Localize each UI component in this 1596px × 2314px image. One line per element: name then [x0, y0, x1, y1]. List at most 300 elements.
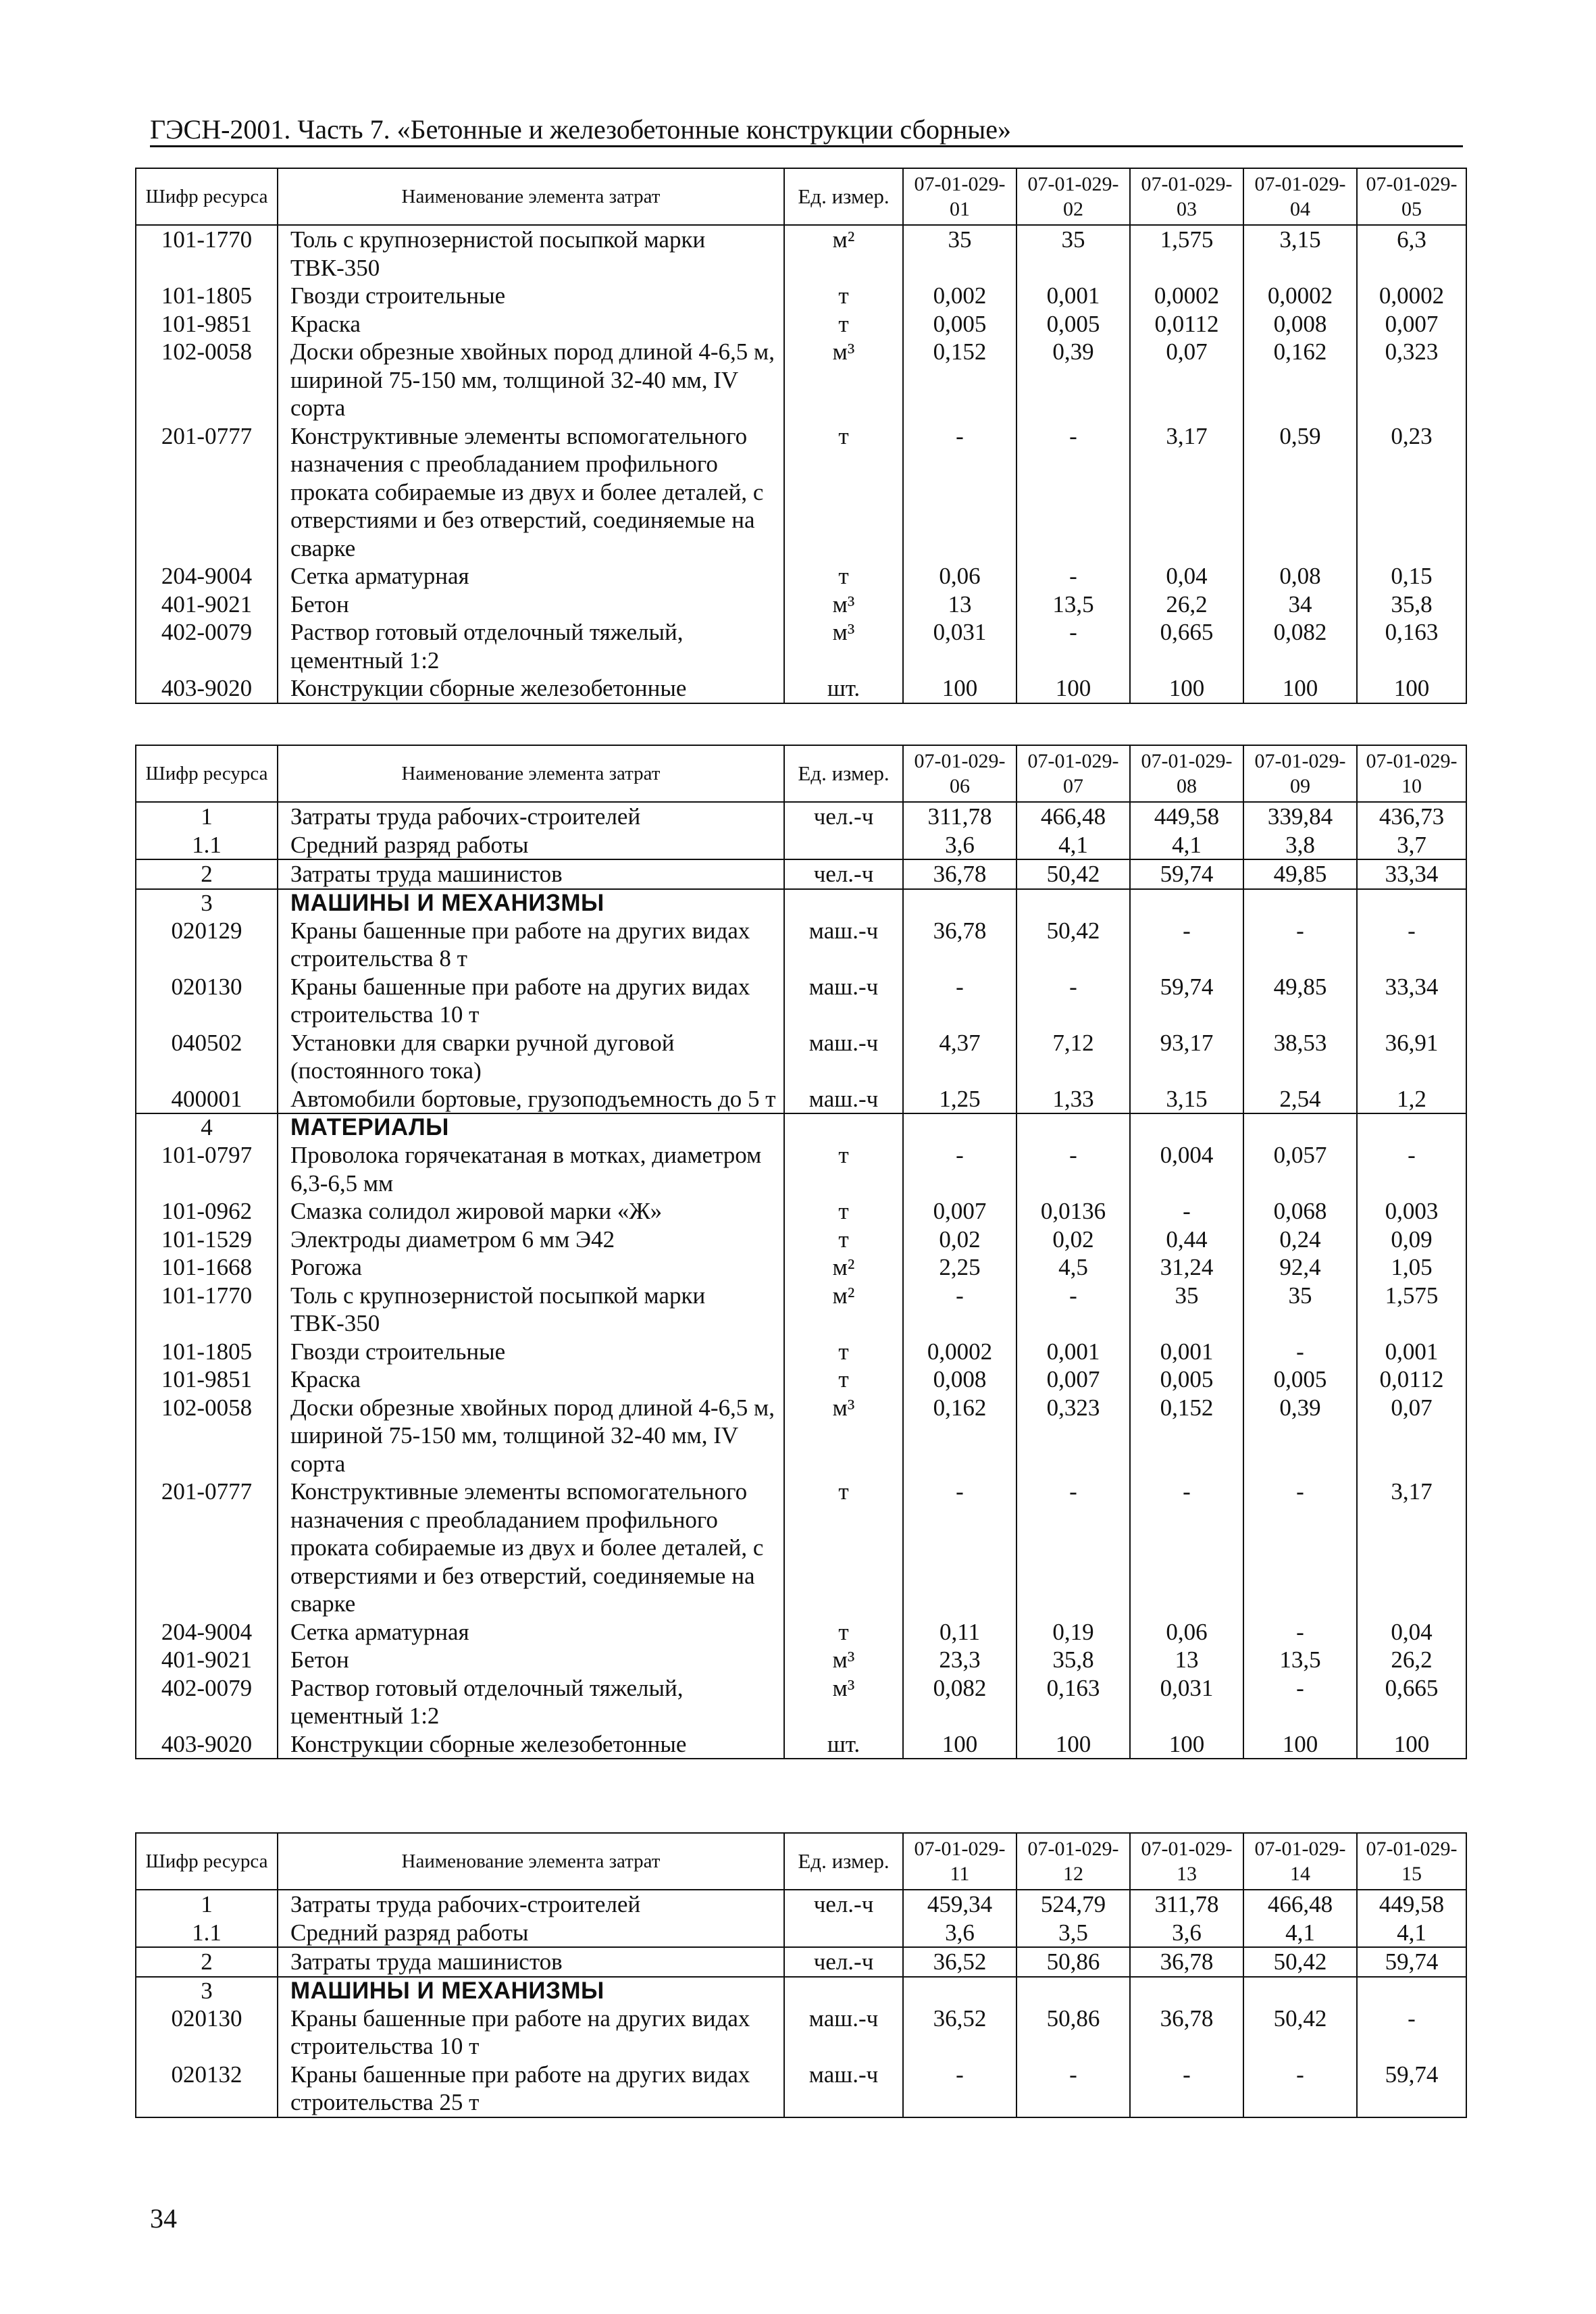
- norm-value: 0,068: [1243, 1197, 1357, 1226]
- resource-code: 101-1770: [136, 225, 278, 282]
- table-row: [136, 338, 1466, 422]
- norm-value: -: [1130, 2061, 1243, 2117]
- norm-value: 0,001: [1016, 282, 1130, 310]
- norm-value: 0,23: [1357, 422, 1466, 563]
- header-norm-code: 07-01-029-07: [1016, 745, 1130, 802]
- norm-value: 3,5: [1016, 1919, 1130, 1948]
- norm-value: 36,78: [903, 917, 1016, 973]
- table-row: [136, 831, 1466, 860]
- norm-value: [1357, 889, 1466, 917]
- norm-value: 0,39: [1016, 338, 1130, 422]
- norm-value: -: [1016, 1141, 1130, 1197]
- unit: м²: [784, 225, 903, 282]
- unit: т: [784, 1365, 903, 1394]
- norm-value: 4,37: [903, 1029, 1016, 1085]
- norm-value: 7,12: [1016, 1029, 1130, 1085]
- norm-value: 38,53: [1243, 1029, 1357, 1085]
- table-row: [136, 973, 1466, 1029]
- norm-value: 100: [1016, 674, 1130, 703]
- unit: [784, 1977, 903, 2005]
- norm-value: 93,17: [1130, 1029, 1243, 1085]
- norm-value: 0,162: [903, 1394, 1016, 1478]
- resource-name: Гвозди строительные: [278, 282, 784, 310]
- norm-value: 35,8: [1016, 1646, 1130, 1674]
- table-row: [136, 917, 1466, 973]
- norm-value: -: [1357, 917, 1466, 973]
- norm-value: 0,08: [1243, 562, 1357, 590]
- unit: м³: [784, 338, 903, 422]
- norm-value: 524,79: [1016, 1890, 1130, 1919]
- norm-value: -: [1243, 1618, 1357, 1646]
- norm-value: 0,0002: [1357, 282, 1466, 310]
- norm-value: [903, 1977, 1016, 2005]
- norm-value: 311,78: [1130, 1890, 1243, 1919]
- table-row: [136, 310, 1466, 338]
- norm-value: 36,78: [1130, 2005, 1243, 2061]
- table-row: [136, 859, 1466, 889]
- resource-name: Раствор готовый отделочный тяжелый, цементный 1:2: [278, 1674, 784, 1730]
- header-norm-code: 07-01-029-10: [1357, 745, 1466, 802]
- norm-value: 26,2: [1357, 1646, 1466, 1674]
- norm-value: -: [903, 1141, 1016, 1197]
- resource-code: 101-9851: [136, 1365, 278, 1394]
- norm-value: 23,3: [903, 1646, 1016, 1674]
- table-row: [136, 1282, 1466, 1338]
- resource-name: Конструкции сборные железобетонные: [278, 674, 784, 703]
- norm-value: 0,002: [903, 282, 1016, 310]
- resource-name: Конструктивные элементы вспомогательного назначения с преобладанием профильного проката собираемые из двух и более деталей, с отверстиями и без отверстий, соединяемые на сварке: [278, 1478, 784, 1618]
- norm-value: [1130, 1977, 1243, 2005]
- norm-value: 0,39: [1243, 1394, 1357, 1478]
- norm-value: [1016, 1113, 1130, 1141]
- norm-value: 0,04: [1357, 1618, 1466, 1646]
- norm-value: 36,78: [903, 859, 1016, 889]
- section-row: [136, 1113, 1466, 1141]
- norm-value: -: [1130, 1478, 1243, 1618]
- norm-value: 0,06: [1130, 1618, 1243, 1646]
- header-unit: Ед. измер.: [784, 745, 903, 802]
- norm-value: 0,007: [1016, 1365, 1130, 1394]
- resource-code: 040502: [136, 1029, 278, 1085]
- norm-value: 3,6: [903, 831, 1016, 860]
- resource-code: 201-0777: [136, 1478, 278, 1618]
- norm-value: 4,1: [1016, 831, 1130, 860]
- resource-name: Доски обрезные хвойных пород длиной 4-6,5 м, шириной 75-150 мм, толщиной 32-40 мм, IV сорта: [278, 1394, 784, 1478]
- resource-code: 101-0797: [136, 1141, 278, 1197]
- norm-value: -: [1243, 1674, 1357, 1730]
- resource-name: Средний разряд работы: [278, 1919, 784, 1948]
- norm-value: 36,52: [903, 1947, 1016, 1977]
- norm-value: 0,152: [1130, 1394, 1243, 1478]
- unit: шт.: [784, 1730, 903, 1759]
- norm-value: 0,15: [1357, 562, 1466, 590]
- table-row: [136, 1478, 1466, 1618]
- norm-value: 0,005: [1243, 1365, 1357, 1394]
- norm-value: 4,1: [1243, 1919, 1357, 1948]
- table-row: [136, 1674, 1466, 1730]
- norm-value: 59,74: [1130, 859, 1243, 889]
- norm-value: 100: [1357, 1730, 1466, 1759]
- norm-value: 0,0002: [903, 1338, 1016, 1366]
- norm-value: -: [1243, 1478, 1357, 1618]
- norm-value: 0,02: [903, 1226, 1016, 1254]
- unit: чел.-ч: [784, 1947, 903, 1977]
- unit: чел.-ч: [784, 1890, 903, 1919]
- resource-name: Смазка солидол жировой марки «Ж»: [278, 1197, 784, 1226]
- unit: м³: [784, 1674, 903, 1730]
- header-name: Наименование элемента затрат: [278, 745, 784, 802]
- unit: т: [784, 1141, 903, 1197]
- resource-code: 3: [136, 889, 278, 917]
- norm-value: 4,1: [1130, 831, 1243, 860]
- header-name: Наименование элемента затрат: [278, 1833, 784, 1890]
- norm-value: [1243, 889, 1357, 917]
- norm-value: -: [1243, 917, 1357, 973]
- resource-code: 1: [136, 1890, 278, 1919]
- unit: т: [784, 1618, 903, 1646]
- resource-name: Рогожа: [278, 1253, 784, 1282]
- unit: м³: [784, 590, 903, 619]
- resource-name: Электроды диаметром 6 мм Э42: [278, 1226, 784, 1254]
- norm-value: 0,008: [1243, 310, 1357, 338]
- table-header-row: [136, 745, 1466, 802]
- norm-value: -: [1016, 1282, 1130, 1338]
- norm-value: [1243, 1113, 1357, 1141]
- norm-value: [1016, 889, 1130, 917]
- norm-value: 0,031: [1130, 1674, 1243, 1730]
- unit: м³: [784, 1394, 903, 1478]
- table-row: [136, 1226, 1466, 1254]
- norm-value: 50,42: [1016, 917, 1130, 973]
- header-norm-code: 07-01-029-06: [903, 745, 1016, 802]
- resource-name: Затраты труда машинистов: [278, 1947, 784, 1977]
- norm-value: 100: [1016, 1730, 1130, 1759]
- resource-name: Конструктивные элементы вспомогательного назначения с преобладанием профильного проката собираемые из двух и более деталей, с отверстиями и без отверстий, соединяемые на сварке: [278, 422, 784, 563]
- table-row: [136, 225, 1466, 282]
- table-row: [136, 422, 1466, 563]
- norm-value: 35: [1243, 1282, 1357, 1338]
- resource-name: Краны башенные при работе на других видах строительства 10 т: [278, 2005, 784, 2061]
- resource-name: Краны башенные при работе на других видах строительства 25 т: [278, 2061, 784, 2117]
- norm-value: 26,2: [1130, 590, 1243, 619]
- resource-code: 101-9851: [136, 310, 278, 338]
- table-row: [136, 1890, 1466, 1919]
- norm-value: [1130, 889, 1243, 917]
- norm-value: 0,44: [1130, 1226, 1243, 1254]
- resource-name: Бетон: [278, 590, 784, 619]
- norm-value: [1130, 1113, 1243, 1141]
- resource-name: Доски обрезные хвойных пород длиной 4-6,5 м, шириной 75-150 мм, толщиной 32-40 мм, IV сорта: [278, 338, 784, 422]
- resource-code: 402-0079: [136, 1674, 278, 1730]
- table-row: [136, 674, 1466, 703]
- section-row: [136, 889, 1466, 917]
- norm-value: 0,59: [1243, 422, 1357, 563]
- norm-value: 0,001: [1357, 1338, 1466, 1366]
- norm-value: 33,34: [1357, 859, 1466, 889]
- header-norm-code: 07-01-029-09: [1243, 745, 1357, 802]
- norm-value: -: [1016, 422, 1130, 563]
- unit: шт.: [784, 674, 903, 703]
- norm-value: 311,78: [903, 802, 1016, 831]
- norm-value: 6,3: [1357, 225, 1466, 282]
- norm-value: 0,163: [1016, 1674, 1130, 1730]
- resource-code: 204-9004: [136, 1618, 278, 1646]
- unit: м³: [784, 1646, 903, 1674]
- table-row: [136, 1253, 1466, 1282]
- table-row: [136, 1085, 1466, 1114]
- unit: т: [784, 1197, 903, 1226]
- norm-value: 0,665: [1130, 618, 1243, 674]
- unit: чел.-ч: [784, 859, 903, 889]
- resource-code: 101-0962: [136, 1197, 278, 1226]
- norm-value: -: [1130, 917, 1243, 973]
- norm-value: 0,0136: [1016, 1197, 1130, 1226]
- norm-value: 35: [903, 225, 1016, 282]
- table-row: [136, 2061, 1466, 2117]
- norm-value: 92,4: [1243, 1253, 1357, 1282]
- resource-code: 020132: [136, 2061, 278, 2117]
- norm-value: -: [1016, 973, 1130, 1029]
- norm-value: 0,005: [1016, 310, 1130, 338]
- resource-name: Конструкции сборные железобетонные: [278, 1730, 784, 1759]
- norm-value: 0,07: [1130, 338, 1243, 422]
- norm-value: 0,008: [903, 1365, 1016, 1394]
- norm-value: 2,54: [1243, 1085, 1357, 1114]
- unit: м³: [784, 618, 903, 674]
- unit: т: [784, 1226, 903, 1254]
- section-row: [136, 1977, 1466, 2005]
- unit: маш.-ч: [784, 2005, 903, 2061]
- header-norm-code: 07-01-029-08: [1130, 745, 1243, 802]
- header-code: Шифр ресурса: [136, 168, 278, 225]
- norm-value: 0,001: [1130, 1338, 1243, 1366]
- resource-name: Краска: [278, 1365, 784, 1394]
- header-norm-code: 07-01-029-02: [1016, 168, 1130, 225]
- norm-value: 100: [1243, 1730, 1357, 1759]
- resource-table: [135, 1832, 1467, 2118]
- norm-value: [1357, 1977, 1466, 2005]
- norm-value: -: [1016, 562, 1130, 590]
- table-row: [136, 1919, 1466, 1948]
- norm-value: 35: [1130, 1282, 1243, 1338]
- norm-value: 0,0002: [1243, 282, 1357, 310]
- resource-name: Краны башенные при работе на других видах строительства 10 т: [278, 973, 784, 1029]
- norm-value: 1,33: [1016, 1085, 1130, 1114]
- unit: маш.-ч: [784, 1085, 903, 1114]
- norm-value: 50,86: [1016, 2005, 1130, 2061]
- resource-code: 401-9021: [136, 1646, 278, 1674]
- norm-value: 3,8: [1243, 831, 1357, 860]
- norm-value: 100: [1130, 674, 1243, 703]
- unit: маш.-ч: [784, 973, 903, 1029]
- header-unit: Ед. измер.: [784, 1833, 903, 1890]
- norm-value: 4,5: [1016, 1253, 1130, 1282]
- norm-value: 3,6: [1130, 1919, 1243, 1948]
- norm-value: -: [1357, 2005, 1466, 2061]
- norm-value: 13: [903, 590, 1016, 619]
- norm-value: 1,05: [1357, 1253, 1466, 1282]
- norm-value: 436,73: [1357, 802, 1466, 831]
- norm-value: 34: [1243, 590, 1357, 619]
- norm-value: 1,575: [1357, 1282, 1466, 1338]
- resource-name: Гвозди строительные: [278, 1338, 784, 1366]
- resource-code: 402-0079: [136, 618, 278, 674]
- table-row: [136, 1646, 1466, 1674]
- norm-value: 459,34: [903, 1890, 1016, 1919]
- norm-value: 0,082: [903, 1674, 1016, 1730]
- table-row: [136, 802, 1466, 831]
- unit: т: [784, 310, 903, 338]
- norm-value: 0,005: [1130, 1365, 1243, 1394]
- norm-value: 1,575: [1130, 225, 1243, 282]
- norm-value: 0,007: [903, 1197, 1016, 1226]
- norm-value: 2,25: [903, 1253, 1016, 1282]
- resource-name: Затраты труда машинистов: [278, 859, 784, 889]
- unit: т: [784, 1338, 903, 1366]
- norm-value: 0,07: [1357, 1394, 1466, 1478]
- table-row: [136, 1618, 1466, 1646]
- norm-value: 3,17: [1357, 1478, 1466, 1618]
- norm-value: -: [1243, 1338, 1357, 1366]
- norm-value: -: [903, 1478, 1016, 1618]
- table-header-row: [136, 168, 1466, 225]
- unit: т: [784, 422, 903, 563]
- resource-code: 102-0058: [136, 338, 278, 422]
- table-row: [136, 562, 1466, 590]
- resource-name: Раствор готовый отделочный тяжелый, цементный 1:2: [278, 618, 784, 674]
- norm-value: 0,19: [1016, 1618, 1130, 1646]
- resource-name: Затраты труда рабочих-строителей: [278, 1890, 784, 1919]
- resource-code: 3: [136, 1977, 278, 2005]
- table-row: [136, 1338, 1466, 1366]
- resource-code: 101-1529: [136, 1226, 278, 1254]
- page-number: 34: [150, 2203, 177, 2234]
- resource-name: Сетка арматурная: [278, 562, 784, 590]
- table-row: [136, 1141, 1466, 1197]
- resource-code: 020130: [136, 2005, 278, 2061]
- resource-name: Затраты труда рабочих-строителей: [278, 802, 784, 831]
- norm-value: 50,42: [1016, 859, 1130, 889]
- norm-value: -: [1130, 1197, 1243, 1226]
- resource-name: МАШИНЫ И МЕХАНИЗМЫ: [278, 889, 784, 917]
- norm-value: 13: [1130, 1646, 1243, 1674]
- norm-value: 0,031: [903, 618, 1016, 674]
- resource-code: 1.1: [136, 1919, 278, 1948]
- table-row: [136, 590, 1466, 619]
- resource-code: 102-0058: [136, 1394, 278, 1478]
- norm-value: 466,48: [1016, 802, 1130, 831]
- norm-value: 339,84: [1243, 802, 1357, 831]
- norm-value: 100: [903, 1730, 1016, 1759]
- resource-name: МАШИНЫ И МЕХАНИЗМЫ: [278, 1977, 784, 2005]
- norm-value: -: [1016, 618, 1130, 674]
- norm-value: 59,74: [1130, 973, 1243, 1029]
- resource-code: 101-1770: [136, 1282, 278, 1338]
- header-norm-code: 07-01-029-01: [903, 168, 1016, 225]
- resource-code: 201-0777: [136, 422, 278, 563]
- resource-code: 403-9020: [136, 1730, 278, 1759]
- resource-name: Краны башенные при работе на других видах строительства 8 т: [278, 917, 784, 973]
- norm-value: 0,0002: [1130, 282, 1243, 310]
- resource-name: МАТЕРИАЛЫ: [278, 1113, 784, 1141]
- resource-name: Толь с крупнозернистой посыпкой марки ТВК-350: [278, 1282, 784, 1338]
- table-row: [136, 1394, 1466, 1478]
- table-row: [136, 1730, 1466, 1759]
- norm-value: -: [1016, 2061, 1130, 2117]
- norm-value: 49,85: [1243, 973, 1357, 1029]
- norm-value: 3,17: [1130, 422, 1243, 563]
- norm-value: 0,323: [1357, 338, 1466, 422]
- header-code: Шифр ресурса: [136, 745, 278, 802]
- norm-value: -: [1243, 2061, 1357, 2117]
- norm-value: 0,007: [1357, 310, 1466, 338]
- norm-value: 0,057: [1243, 1141, 1357, 1197]
- resource-code: 2: [136, 1947, 278, 1977]
- norm-value: 0,0112: [1357, 1365, 1466, 1394]
- resource-name: Установки для сварки ручной дуговой (постоянного тока): [278, 1029, 784, 1085]
- table-row: [136, 2005, 1466, 2061]
- norm-value: 0,09: [1357, 1226, 1466, 1254]
- norm-value: 0,11: [903, 1618, 1016, 1646]
- unit: [784, 1113, 903, 1141]
- norm-value: 0,003: [1357, 1197, 1466, 1226]
- norm-value: 35: [1016, 225, 1130, 282]
- norm-value: 0,004: [1130, 1141, 1243, 1197]
- norm-value: 0,162: [1243, 338, 1357, 422]
- resource-code: 2: [136, 859, 278, 889]
- resource-code: 1.1: [136, 831, 278, 860]
- norm-value: 0,0112: [1130, 310, 1243, 338]
- norm-value: 0,001: [1016, 1338, 1130, 1366]
- norm-value: 3,15: [1243, 225, 1357, 282]
- norm-value: 1,25: [903, 1085, 1016, 1114]
- norm-value: 1,2: [1357, 1085, 1466, 1114]
- norm-value: 0,005: [903, 310, 1016, 338]
- norm-value: 50,86: [1016, 1947, 1130, 1977]
- resource-name: Краска: [278, 310, 784, 338]
- norm-value: 3,15: [1130, 1085, 1243, 1114]
- unit: маш.-ч: [784, 1029, 903, 1085]
- table-row: [136, 1197, 1466, 1226]
- table-row: [136, 1365, 1466, 1394]
- table-row: [136, 618, 1466, 674]
- resource-table: [135, 168, 1467, 704]
- resource-code: 101-1668: [136, 1253, 278, 1282]
- norm-value: 3,7: [1357, 831, 1466, 860]
- norm-value: 0,082: [1243, 618, 1357, 674]
- norm-value: 0,163: [1357, 618, 1466, 674]
- norm-value: 0,24: [1243, 1226, 1357, 1254]
- resource-name: Толь с крупнозернистой посыпкой марки ТВК-350: [278, 225, 784, 282]
- unit: маш.-ч: [784, 917, 903, 973]
- norm-value: -: [903, 973, 1016, 1029]
- norm-value: 449,58: [1130, 802, 1243, 831]
- norm-value: 36,91: [1357, 1029, 1466, 1085]
- norm-value: 31,24: [1130, 1253, 1243, 1282]
- unit: т: [784, 1478, 903, 1618]
- norm-value: 449,58: [1357, 1890, 1466, 1919]
- header-norm-code: 07-01-029-14: [1243, 1833, 1357, 1890]
- unit: м²: [784, 1253, 903, 1282]
- norm-value: 100: [903, 674, 1016, 703]
- unit: чел.-ч: [784, 802, 903, 831]
- norm-value: 100: [1130, 1730, 1243, 1759]
- norm-value: 49,85: [1243, 859, 1357, 889]
- norm-value: 36,78: [1130, 1947, 1243, 1977]
- norm-value: 100: [1357, 674, 1466, 703]
- norm-value: 4,1: [1357, 1919, 1466, 1948]
- norm-value: 59,74: [1357, 2061, 1466, 2117]
